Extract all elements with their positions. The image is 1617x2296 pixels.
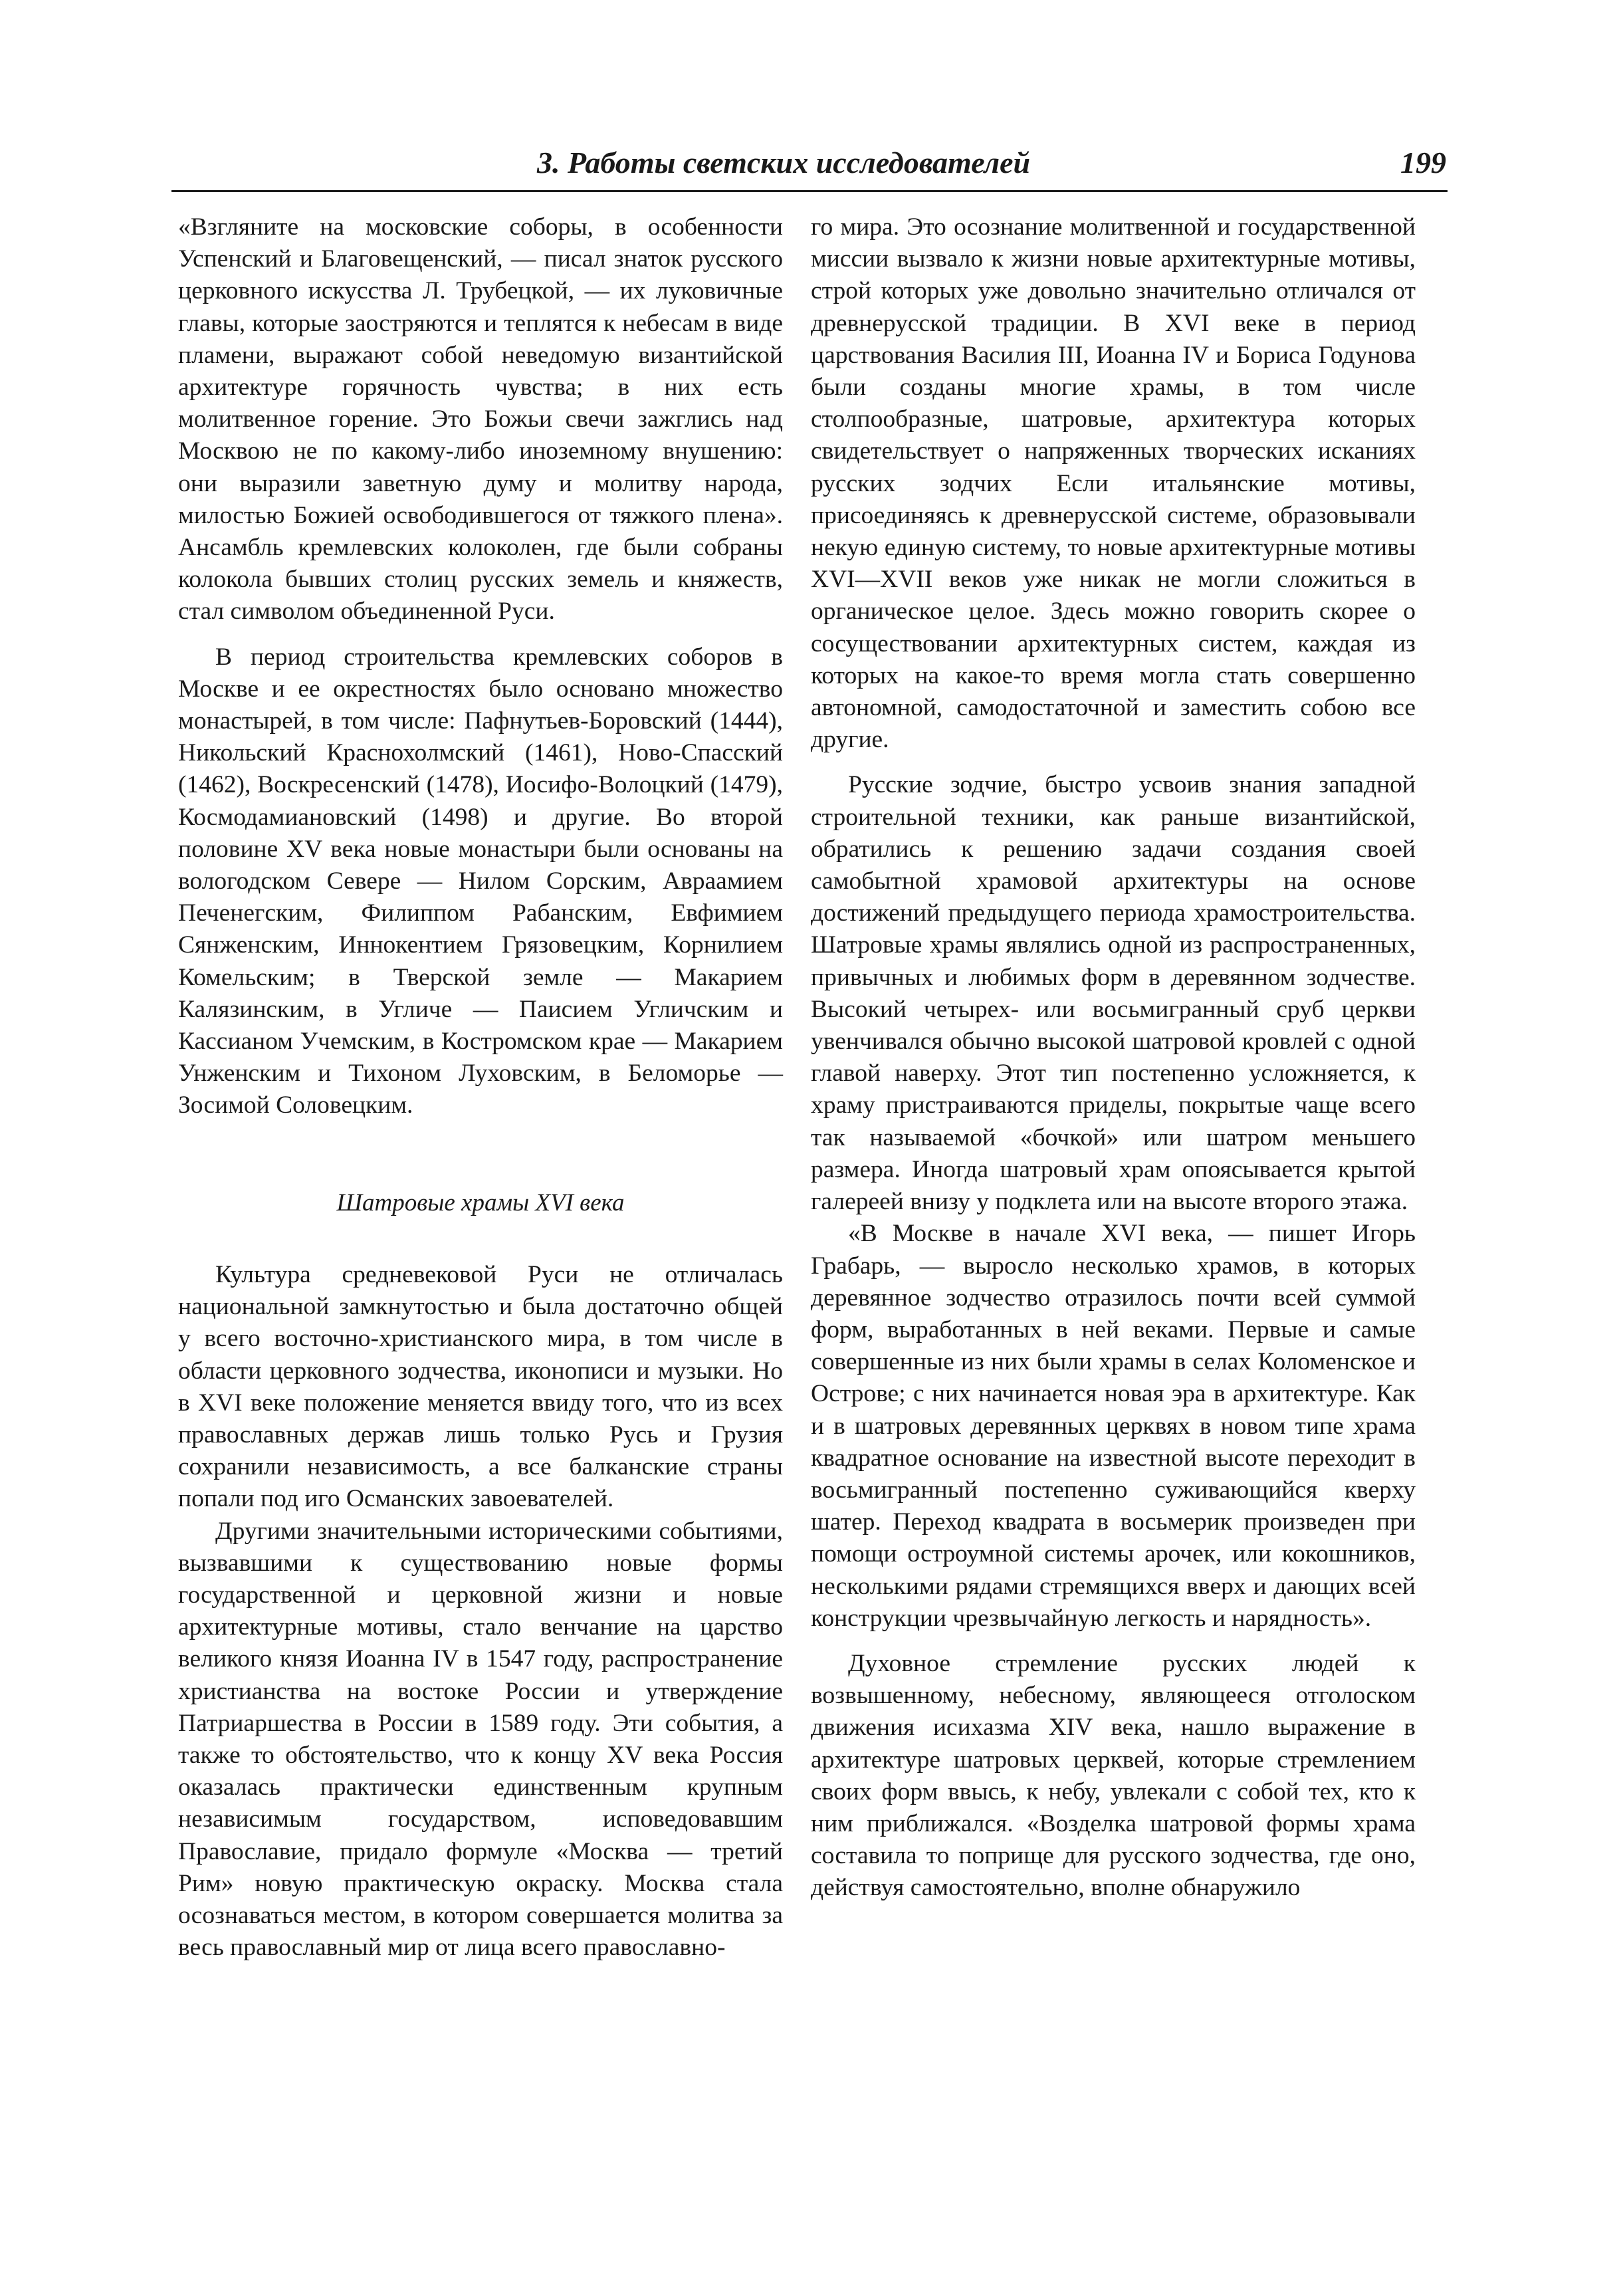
paragraph: «Взгляните на московские соборы, в особенности Успенский и Благовещенский, — писал знаток русского церковного искусства Л. Трубецкой, — их луковичные главы, которые заостряются и теплятся к небесам в виде пламени, выражают собой неведомую византийской архитектуре горячность чувства; в них есть молитвенное горение. Это Божьи свечи зажглись над Москвою не по какому-либо иноземному внушению: они выразили заветную думу и молитву народа, милостью Божией освободившегося от тяжкого плена». Ансамбль кремлевских колоколен, где были собраны колокола бывших столиц русских земель и княжеств, стал символом объединенной Руси. — [178, 213, 783, 626]
section-heading: Шатровые храмы XVI века — [336, 1189, 625, 1216]
paragraph: Другими значительными историческими событиями, вызвавшими к существованию новые формы государственной и церковной жизни и новые архитектурные мотивы, стало венчание на царство великого князя Иоанна IV в 1547 году, распространение христианства на востоке России и утверждение Патриаршества в России в 1589 году. Эти события, а также то обстоятельство, что к концу XV века Россия оказалась практически единственным крупным независимым государством, исповедовавшим Православие, придало формуле «Москва — третий Рим» новую практическую окраску. Москва стала осознаваться местом, в котором совершается молитва за весь православный мир от лица всего православно- — [178, 1517, 783, 1962]
paragraph: В период строительства кремлевских соборов в Москве и ее окрестностях было основано множество монастырей, в том числе: Пафнутьев-Боровский (1444), Никольский Краснохолмский (1461), Ново-Спасский (1462), Воскресенский (1478), Иосифо-Волоцкий (1479), Космодамиановский (1498) и другие. Во второй половине XV века новые монастыри были основаны на вологодском Севере — Нилом Сорским, Авраамием Печенегским, Филиппом Рабанским, Евфимием Сянженским, Иннокентием Грязовецким, Корнилием Комельским; в Тверской земле — Макарием Калязинским, в Угличе — Паисием Угличским и Кассианом Учемским, в Костромском крае — Макарием Унженским и Тихоном Луховским, в Беломорье — Зосимой Соловецким. — [178, 643, 783, 1119]
page-number: 199 — [1400, 146, 1446, 179]
paragraph: «В Москве в начале XVI века, — пишет Игорь Грабарь, — выросло несколько храмов, в которых деревянное зодчество отразилось почти всей суммой форм, выработанных в ней веками. Первые и самые совершенные из них были храмы в селах Коломенское и Острове; с них начинается новая эра в архитектуре. Как и в шатровых деревянных церквях в новом типе храма квадратное основание на известной высоте переходит в восьмигранный постепенно суживающийся кверху шатер. Переход квадрата в восьмерик произведен при помощи остроумной системы арочек, или кокошников, несколькими рядами стремящихся вверх и дающих всей конструкции чрезвычайную легкость и нарядность». — [811, 1220, 1416, 1632]
paragraph: го мира. Это осознание молитвенной и государственной миссии вызвало к жизни новые архитектурные мотивы, строй которых уже довольно значительно отличался от древнерусской традиции. В XVI веке в период царствования Василия III, Иоанна IV и Бориса Годунова были созданы многие храмы, в том числе столпообразные, шатровые, архитектура которых свидетельствует о напряженных творческих исканиях русских зодчих Если итальянские мотивы, присоединяясь к древнерусской системе, образовывали некую единую систему, то новые архитектурные мотивы XVI—XVII веков уже никак не могли сложиться в органическое целое. Здесь можно говорить скорее о сосуществовании архитектурных систем, каждая из которых на какое-то время могла стать совершенно автономной, самодостаточной и заместить собою все другие. — [811, 213, 1416, 754]
left-column — [178, 211, 783, 1964]
right-column — [811, 211, 1416, 1904]
running-header — [171, 140, 1448, 192]
paragraph: Культура средневековой Руси не отличалась национальной замкнутостью и была достаточно общей у всего восточно-христианского мира, в том числе в области церковного зодчества, иконописи и музыки. Но в XVI веке положение меняется ввиду того, что из всех православных держав лишь только Русь и Грузия сохранили независимость, а все балканские страны попали под иго Османских завоевателей. — [178, 1260, 783, 1513]
paragraph: Русские зодчие, быстро усвоив знания западной строительной техники, как раньше византийской, обратились к решению задачи создания своей самобытной храмовой архитектуры на основе достижений предыдущего периода храмостроительства. Шатровые храмы являлись одной из распространенных, привычных и любимых форм в деревянном зодчестве. Высокий четырех- или восьмигранный сруб церкви увенчивался обычно высокой шатровой кровлей с одной главой наверху. Этот тип постепенно усложняется, к храму пристраиваются приделы, покрытые чаще всего так называемой «бочкой» или шатром меньшего размера. Иногда шатровый храм опоясывается крытой галереей внизу у подклета или на высоте второго этажа. — [811, 771, 1416, 1216]
running-header-title: 3. Работы светских исследователей — [537, 146, 1031, 179]
paragraph: Духовное стремление русских людей к возвышенному, небесному, являющееся отголоском движения исихазма XIV века, нашло выражение в архитектуре шатровых церквей, которые стремлением своих форм ввысь, к небу, увлекали с собой тех, кто к ним приближался. «Возделка шатровой формы храма составила то поприще для русского зодчества, где оно, действуя самостоятельно, вполне обнаружило — [811, 1649, 1416, 1902]
